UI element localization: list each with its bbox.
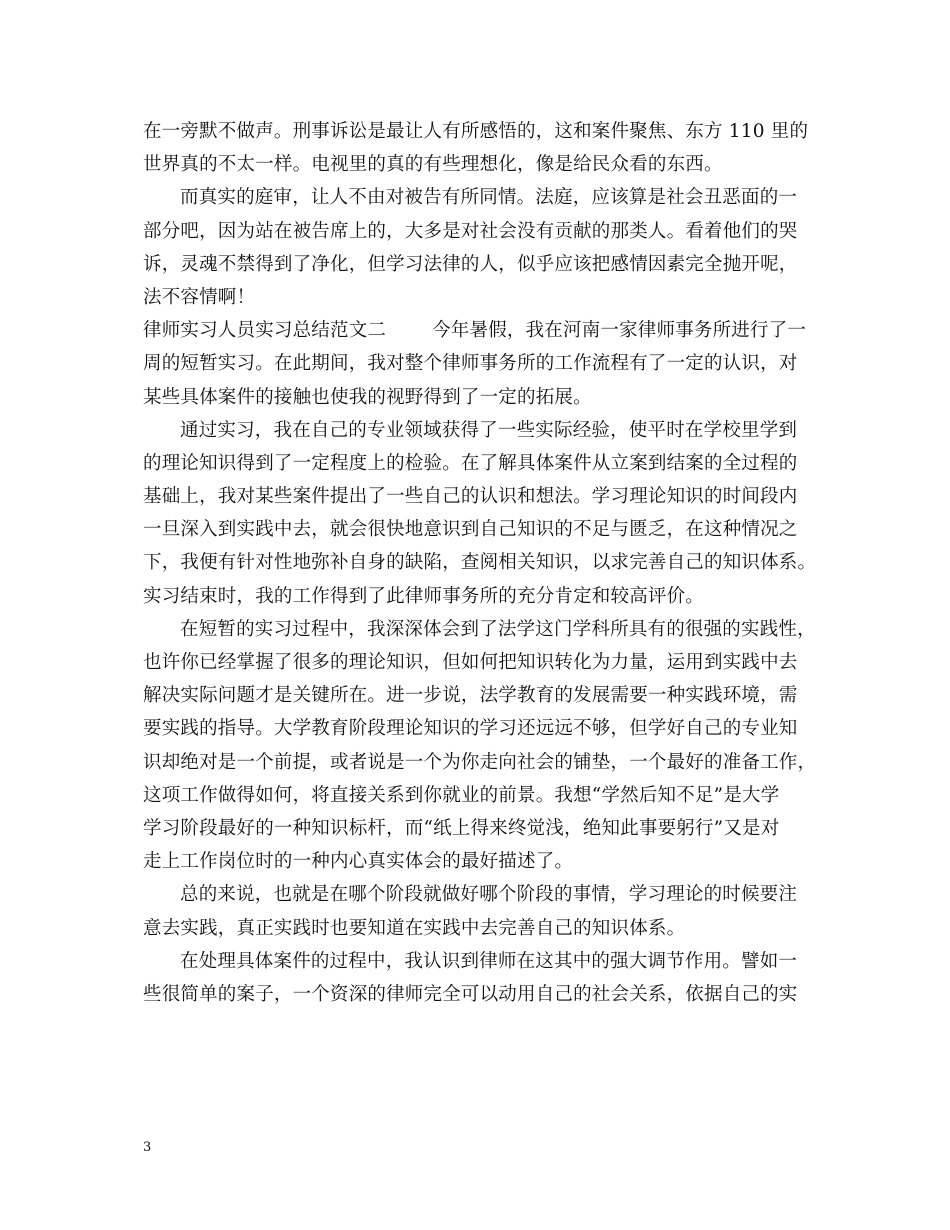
text-line: 走上工作岗位时的一种内心真实体会的最好描述了。 [143,851,574,873]
text-line: 识却绝对是一个前提，或者说是一个为你走向社会的铺垫，一个最好的准备工作， [143,751,817,773]
text-line: 在一旁默不做声。刑事诉讼是最让人有所感悟的，这和案件聚焦、东方 110 里的 [143,121,809,142]
text-line: 意去实践，真正实践时也要知道在实践中去完善自己的知识体系。 [143,917,686,939]
text-line: 的理论知识得到了一定程度上的检验。在了解具体案件从立案到结案的全过程的 [143,452,798,474]
document-body [143,115,817,1011]
text-span: 今年暑假，我在河南一家律师事务所进行了一 [432,320,807,342]
text-line: 解决实际问题才是关键所在。进一步说，法学教育的发展需要一种实践环境，需 [143,685,798,707]
text-line: 诉，灵魂不禁得到了净化，但学习法律的人，似乎应该把感情因素完全抛开呢， [143,253,798,275]
text-line: 而真实的庭审，让人不由对被告有所同情。法庭，应该算是社会丑恶面的一 [180,187,798,209]
text-line: 在短暂的实习过程中，我深深体会到了法学这门学科所具有的很强的实践性， [180,618,816,640]
section-heading: 律师实习人员实习总结范文二 [143,320,387,342]
text-line: 通过实习，我在自己的专业领域获得了一些实际经验，使平时在学校里学到 [180,419,798,441]
text-line: 这项工作做得如何，将直接关系到你就业的前景。我想“学然后知不足”是大学 [143,784,780,806]
text-line: 些很简单的案子，一个资深的律师完全可以动用自己的社会关系，依据自己的实 [143,983,798,1005]
page-number: 3 [143,1140,152,1155]
text-line: 总的来说，也就是在哪个阶段就做好哪个阶段的事情，学习理论的时候要注 [180,884,798,906]
text-line: 实习结束时，我的工作得到了此律师事务所的充分肯定和较高评价。 [143,585,705,607]
text-line: 周的短暂实习。在此期间，我对整个律师事务所的工作流程有了一定的认识，对 [143,353,798,375]
text-line: 一旦深入到实践中去，就会很快地意识到自己知识的不足与匮乏，在这种情况之 [143,519,798,541]
section-heading-line [143,314,807,347]
text-line: 部分吧，因为站在被告席上的，大多是对社会没有贡献的那类人。看着他们的哭 [143,220,798,242]
text-line: 基础上，我对某些案件提出了一些自己的认识和想法。学习理论知识的时间段内 [143,486,798,508]
text-line: 要实践的指导。大学教育阶段理论知识的学习还远远不够，但学好自己的专业知 [143,718,798,740]
text-line: 世界真的不太一样。电视里的真的有些理想化，像是给民众看的东西。 [143,154,723,176]
text-line: 在处理具体案件的过程中，我认识到律师在这其中的强大调节作用。譬如一 [180,950,798,972]
text-line: 也许你已经掌握了很多的理论知识，但如何把知识转化为力量，运用到实践中去 [143,652,798,673]
text-line: 某些具体案件的接触也使我的视野得到了一定的拓展。 [143,386,592,408]
text-line: 学习阶段最好的一种知识标杆，而“纸上得来终觉浅，绝知此事要躬行”又是对 [143,817,780,839]
text-line: 法不容情啊！ [143,286,256,308]
text-line: 下，我便有针对性地弥补自身的缺陷，查阅相关知识，以求完善自己的知识体系。 [143,552,817,574]
